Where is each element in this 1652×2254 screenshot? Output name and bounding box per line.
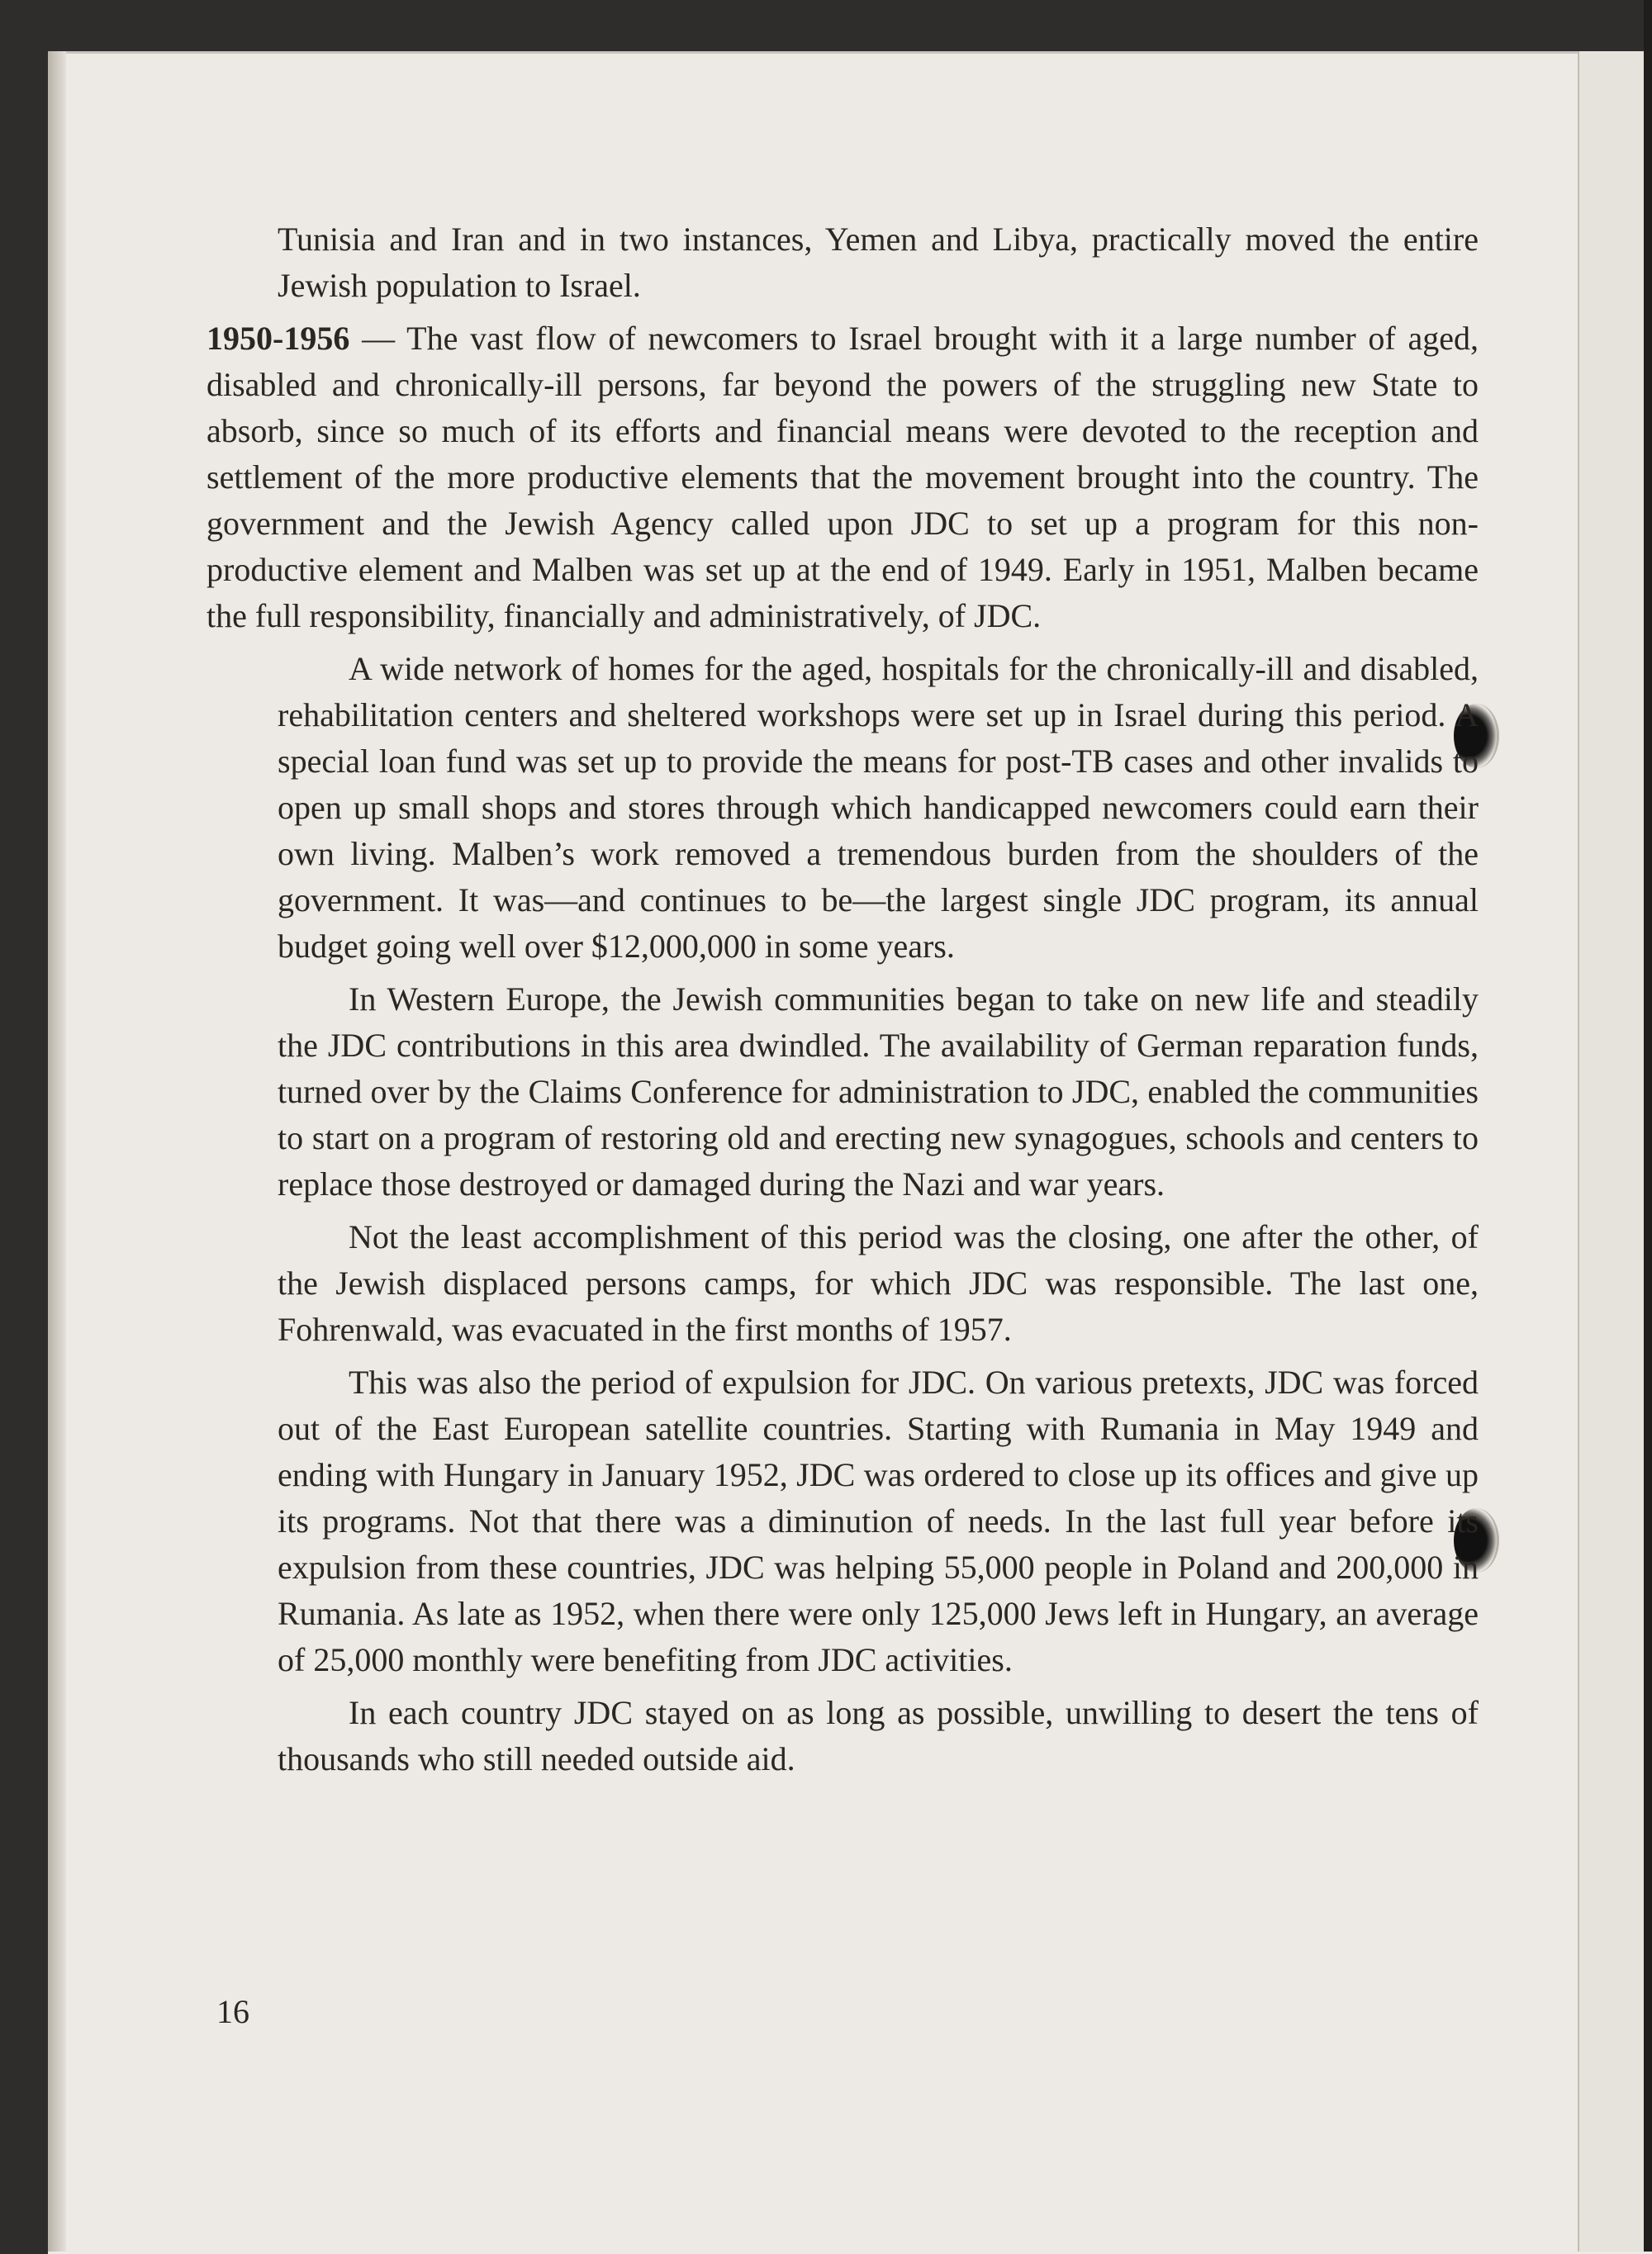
paragraph-7-text: In each country JDC stayed on as long as possible, unwilling to desert the tens of thousands who still needed outside aid.: [278, 1694, 1479, 1777]
spine-shadow: [48, 51, 66, 2252]
paragraph-4: [278, 976, 1479, 1208]
paragraph-4-text: In Western Europe, the Jewish communities began to take on new life and steadily the JDC contributions in this area dwindled. The availability of German reparation funds, turned over by the Claims Conference for administration to JDC, enabled the communities to start on a program of restoring old and erecting new synagogues, schools and centers to replace those destroyed or damaged during the Nazi and war years.: [278, 980, 1479, 1203]
paragraph-3-text: A wide network of homes for the aged, hospitals for the chronically-ill and disabled, rehabilitation centers and sheltered workshops were set up in Israel during this period. A special loan fund was set up to provide the means for post-TB cases and other invalids to open up small shops and stores through which handicapped newcomers could earn their own living. Malben’s work removed a tremendous burden from the shoulders of the government. It was—and continues to be—the largest single JDC program, its annual budget going well over $12,000,000 in some years.: [278, 650, 1479, 965]
paragraph-2-text: — The vast flow of newcomers to Israel brought with it a large number of aged, disabled and chronically-ill persons, far beyond the powers of the struggling new State to absorb, since so much of its efforts and financial means were devoted to the reception and settlement of the more productive elements that the movement brought into the country. The government and the Jewish Agency called upon JDC to set up a program for this non-productive element and Malben was set up at the end of 1949. Early in 1951, Malben became the full responsibility, financially and administratively, of JDC.: [206, 320, 1479, 634]
paragraph-1: [278, 216, 1479, 309]
paragraph-6-text: This was also the period of expulsion for JDC. On various pretexts, JDC was forced out of the East European satellite countries. Starting with Rumania in May 1949 and ending with Hungary in January 1952, JDC was ordered to close up its offices and give up its programs. Not that there was a diminution of needs. In the last full year before its expulsion from these countries, JDC was helping 55,000 people in Poland and 200,000 in Rumania. As late as 1952, when there were only 125,000 Jews left in Hungary, an average of 25,000 monthly were benefiting from JDC activities.: [278, 1364, 1479, 1678]
paragraph-5: [278, 1214, 1479, 1353]
facing-page-edge: [1578, 51, 1652, 2252]
paragraph-6: [278, 1360, 1479, 1683]
paragraph-7: [278, 1690, 1479, 1782]
paragraph-5-text: Not the least accomplishment of this period was the closing, one after the other, of the Jewish displaced persons camps, for which JDC was responsible. The last one, Fohrenwald, was evacuated in the first months of 1957.: [278, 1218, 1479, 1348]
year-heading: 1950-1956: [206, 320, 350, 357]
background-edge: [1644, 0, 1652, 2252]
paragraph-2: [206, 316, 1479, 639]
paragraph-3: [278, 646, 1479, 970]
paragraph-1-text: Tunisia and Iran and in two instances, Yemen and Libya, practically moved the entire Jewish population to Israel.: [278, 221, 1479, 304]
page-number: 16: [216, 1993, 249, 2030]
body-text: [206, 216, 1479, 1789]
